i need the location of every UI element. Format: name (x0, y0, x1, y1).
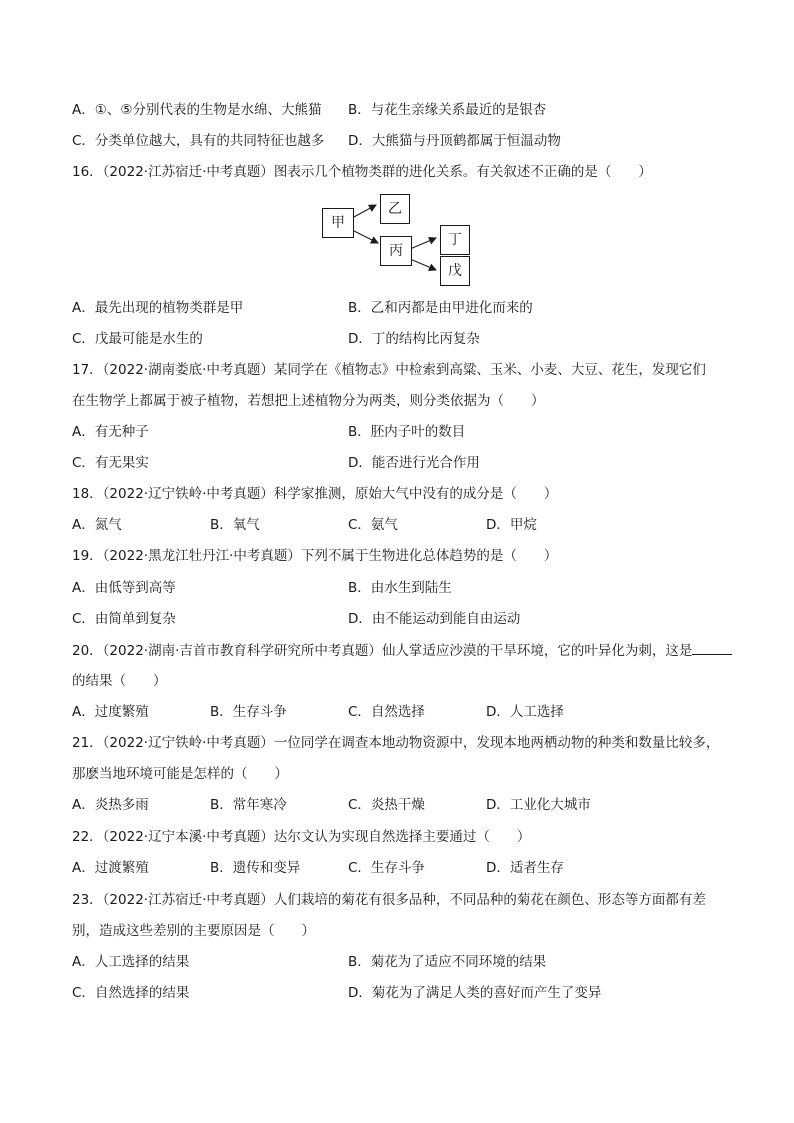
q21-option-b: B．常年寒冷 (210, 797, 287, 813)
q16-option-c: C．戊最可能是水生的 (72, 331, 203, 347)
q21-option-c: C．炎热干燥 (348, 797, 425, 813)
q19-stem: 19．（2022·黑龙江牡丹江·中考真题）下列不属于生物进化总体趋势的是（ ） (72, 548, 558, 564)
q17-stem-line1: 17．（2022·湖南娄底·中考真题）某同学在《植物志》中检索到高粱、玉米、小麦、大豆、花生，发现它们 (72, 362, 706, 378)
q16-option-a: A．最先出现的植物类群是甲 (72, 300, 244, 316)
q22-stem: 22．（2022·辽宁本溪·中考真题）达尔文认为实现自然选择主要通过（ ） (72, 829, 531, 845)
q18-option-d: D．甲烷 (486, 517, 537, 533)
q21-option-d: D．工业化大城市 (486, 797, 591, 813)
q21-stem-line1: 21．（2022·辽宁铁岭·中考真题）一位同学在调查本地动物资源中，发现本地两栖动物的种类和数量比较多， (72, 735, 720, 751)
q15-option-a: A．①、⑤分别代表的生物是水绵、大熊猫 (72, 102, 322, 118)
node-jia: 甲 (322, 208, 354, 238)
arrow-jia-bing (352, 230, 378, 243)
q19-option-a: A．由低等到高等 (72, 580, 176, 596)
q21-option-a: A．炎热多雨 (72, 797, 149, 813)
q23-option-d: D．菊花为了满足人类的喜好而产生了变异 (348, 985, 602, 1001)
q23-option-b: B．菊花为了适应不同环境的结果 (348, 954, 547, 970)
q15-option-b: B．与花生亲缘关系最近的是银杏 (348, 102, 547, 118)
q21-stem-line2: 那麽当地环境可能是怎样的（ ） (72, 766, 288, 782)
q22-option-b: B．遗传和变异 (210, 860, 301, 876)
q19-option-c: C．由简单到复杂 (72, 611, 176, 627)
q20-stem-text: 20．（2022·湖南·吉首市教育科学研究所中考真题）仙人掌适应沙漠的干旱环境，它的叶异化为刺，这是 (72, 643, 693, 659)
q22-option-d: D．适者生存 (486, 860, 564, 876)
q20-stem-line2: 的结果（ ） (72, 673, 167, 689)
arrow-bing-ding (410, 238, 436, 249)
q23-option-c: C．自然选择的结果 (72, 985, 190, 1001)
node-ding: 丁 (440, 225, 470, 255)
q17-option-a: A．有无种子 (72, 424, 149, 440)
q18-option-a: A．氮气 (72, 517, 122, 533)
node-bing: 丙 (380, 236, 412, 266)
q17-option-b: B．胚内子叶的数目 (348, 424, 466, 440)
q18-option-c: C．氨气 (348, 517, 398, 533)
arrow-bing-wu (410, 259, 436, 270)
q16-option-b: B．乙和丙都是由甲进化而来的 (348, 300, 533, 316)
q23-option-a: A．人工选择的结果 (72, 954, 190, 970)
q22-option-a: A．过渡繁殖 (72, 860, 149, 876)
node-yi: 乙 (380, 194, 410, 224)
q16-stem: 16．（2022·江苏宿迁·中考真题）图表示几个植物类群的进化关系。有关叙述不正确的是（ ） (72, 164, 652, 180)
q23-stem-line2: 别，造成这些差别的主要原因是（ ） (72, 923, 315, 939)
q17-option-c: C．有无果实 (72, 455, 149, 471)
q20-option-d: D．人工选择 (486, 704, 564, 720)
q18-option-b: B．氧气 (210, 517, 260, 533)
q22-option-c: C．生存斗争 (348, 860, 425, 876)
q18-stem: 18．（2022·辽宁铁岭·中考真题）科学家推测，原始大气中没有的成分是（ ） (72, 486, 558, 502)
q19-option-d: D．由不能运动到能自由运动 (348, 611, 521, 627)
q20-option-b: B．生存斗争 (210, 704, 287, 720)
q19-option-b: B．由水生到陆生 (348, 580, 452, 596)
q23-stem-line1: 23．（2022·江苏宿迁·中考真题）人们栽培的菊花有很多品种，不同品种的菊花在颜色、形态等方面都有差 (72, 892, 706, 908)
q15-option-c: C．分类单位越大，具有的共同特征也越多 (72, 133, 325, 149)
q17-stem-line2: 在生物学上都属于被子植物，若想把上述植物分为两类，则分类依据为（ ） (72, 393, 545, 409)
answer-blank (692, 640, 732, 655)
q15-option-d: D．大熊猫与丹顶鹤都属于恒温动物 (348, 133, 561, 149)
q17-option-d: D．能否进行光合作用 (348, 455, 480, 471)
q20-stem-line1 (72, 640, 732, 661)
arrow-jia-yi (352, 205, 376, 218)
q16-option-d: D．丁的结构比丙复杂 (348, 331, 480, 347)
q20-option-c: C．自然选择 (348, 704, 425, 720)
node-wu: 戊 (440, 256, 470, 286)
q20-option-a: A．过度繁殖 (72, 704, 149, 720)
